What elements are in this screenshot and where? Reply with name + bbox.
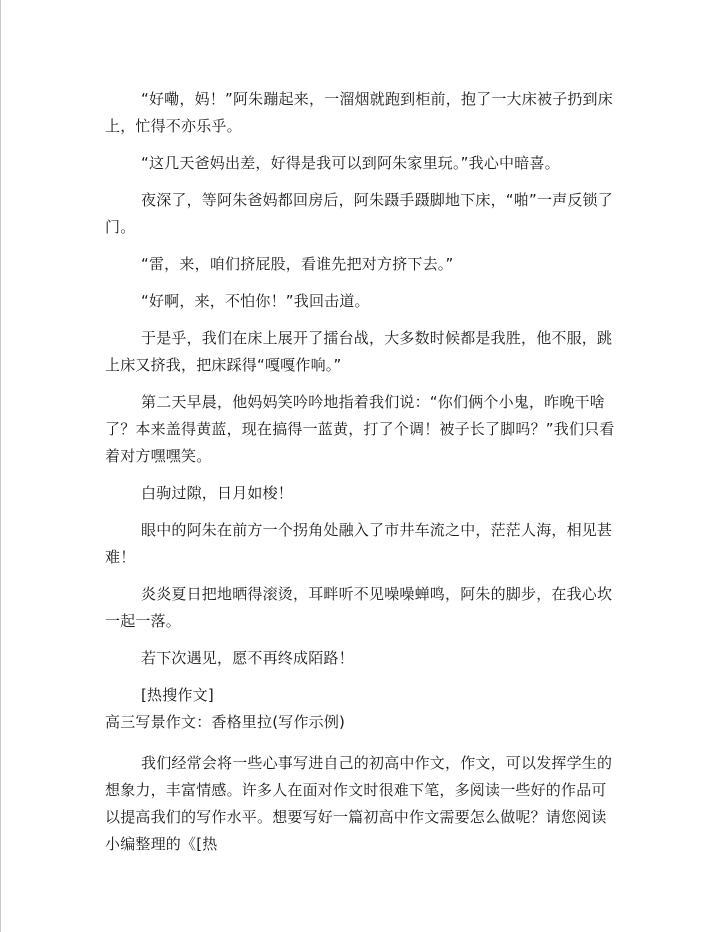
hot-search-tag: [热搜作文] bbox=[141, 686, 214, 704]
document-body bbox=[105, 86, 615, 868]
article-subtitle: 高三写景作文：香格里拉(写作示例) bbox=[105, 713, 346, 731]
paragraph-1: “好嘞，妈！”阿朱蹦起来，一溜烟就跑到柜前，抱了一大床被子扔到床上，忙得不亦乐乎。 bbox=[105, 90, 613, 135]
paragraph-5: “好啊，来，不怕你！”我回击道。 bbox=[141, 292, 370, 310]
paragraph-9: 眼中的阿朱在前方一个拐角处融入了市井车流之中，茫茫人海，相见甚难！ bbox=[105, 521, 613, 566]
paragraph-6: 于是乎，我们在床上展开了擂台战，大多数时候都是我胜，他不服，跳上床又挤我，把床踩得“嘎嘎作响。” bbox=[105, 329, 613, 374]
page-left-border bbox=[0, 0, 1, 932]
paragraph-2: “这几天爸妈出差，好得是我可以到阿朱家里玩。”我心中暗喜。 bbox=[141, 154, 560, 172]
paragraph-8: 白驹过隙，日月如梭！ bbox=[141, 484, 294, 502]
paragraph-10: 炎炎夏日把地晒得滚烫，耳畔听不见噪噪蝉鸣，阿朱的脚步，在我心坎一起一落。 bbox=[105, 585, 613, 630]
paragraph-7: 第二天早晨，他妈妈笑吟吟地指着我们说：“你们俩个小鬼，昨晚干啥了？本来盖得黄蓝，现在搞得一蓝黄，打了个调！被子长了脚吗？”我们只看着对方嘿嘿笑。 bbox=[105, 393, 615, 465]
paragraph-11: 若下次遇见，愿不再终成陌路！ bbox=[141, 649, 354, 667]
paragraph-3: 夜深了，等阿朱爸妈都回房后，阿朱蹑手蹑脚地下床，“啪”一声反锁了门。 bbox=[105, 191, 613, 236]
paragraph-4: “雷，来，咱们挤屁股，看谁先把对方挤下去。” bbox=[141, 255, 454, 273]
intro-paragraph: 我们经常会将一些心事写进自己的初高中作文，作文，可以发挥学生的想象力，丰富情感。许多人在面对作文时很难下笔，多阅读一些好的作品可以提高我们的写作水平。想要写好一篇初高中作文需要怎么做呢？请您阅读小编整理的《[热 bbox=[105, 754, 613, 853]
